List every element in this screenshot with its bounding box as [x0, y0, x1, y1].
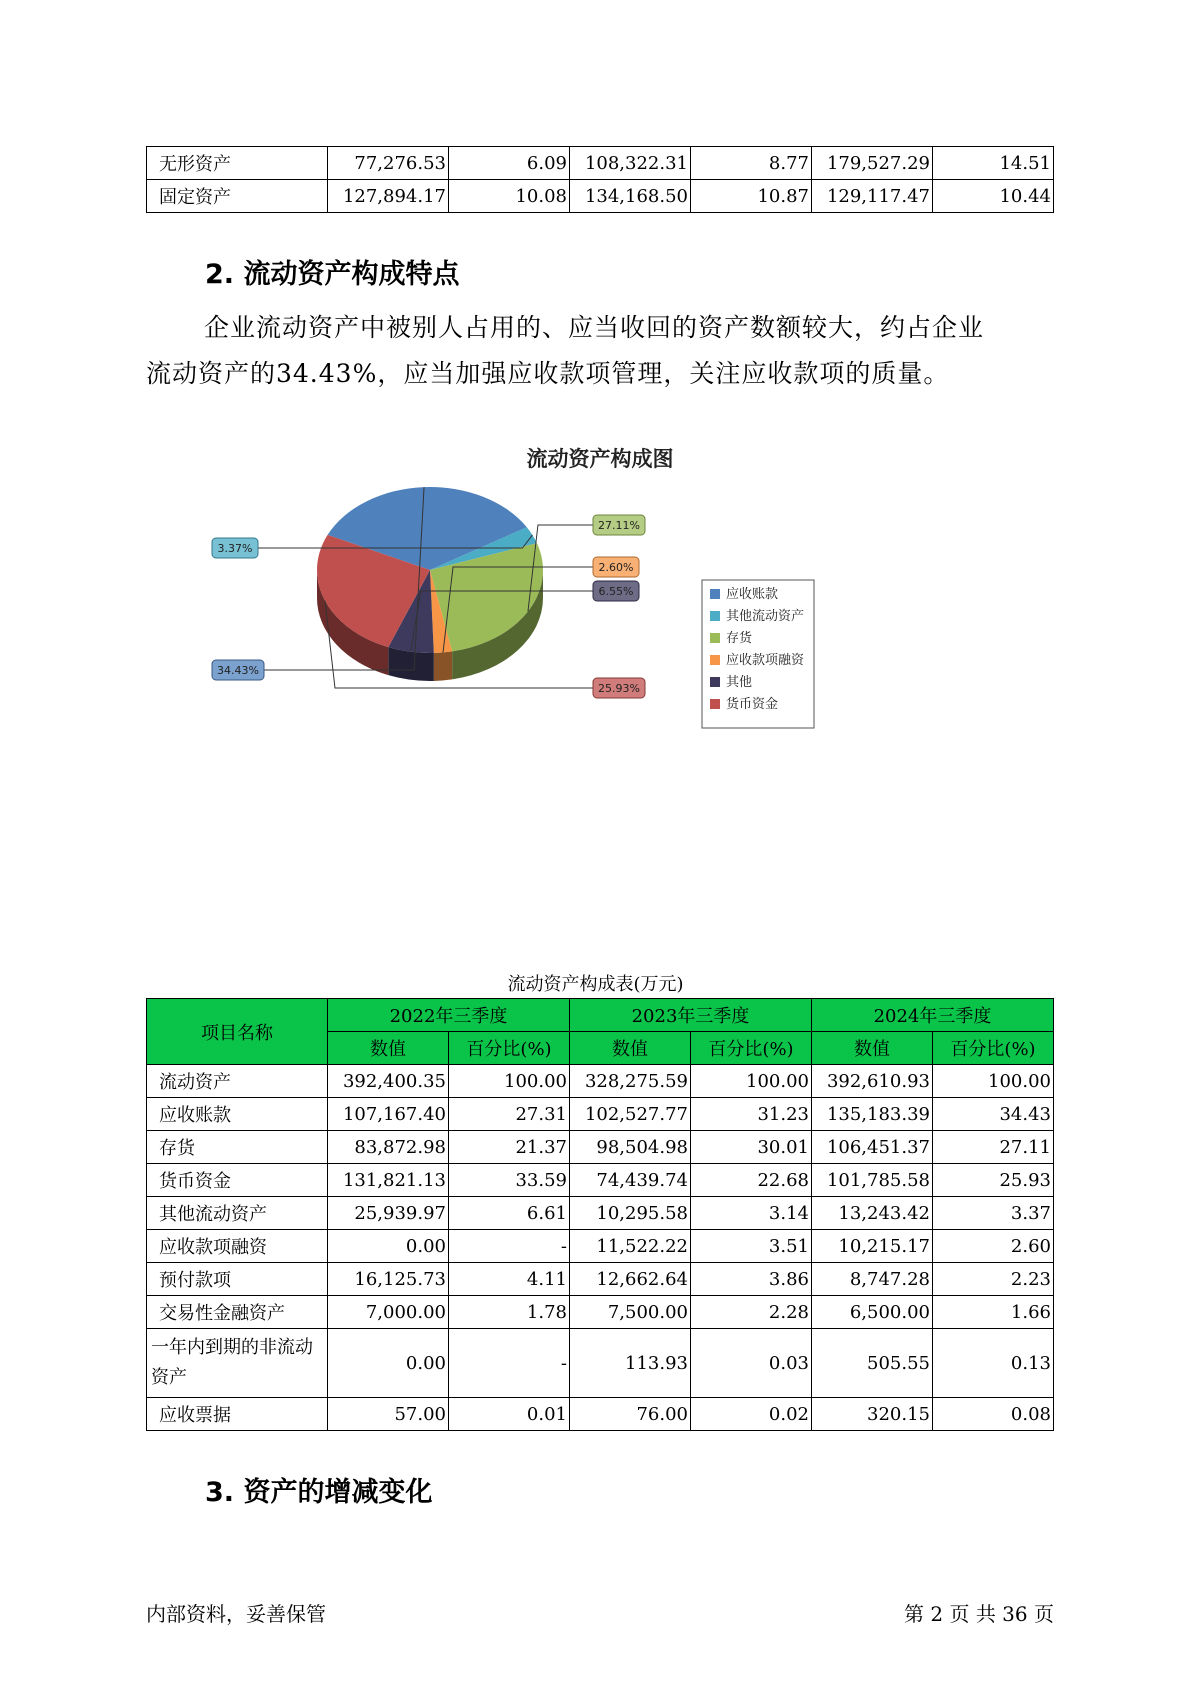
table-cell: 57.00 — [328, 1398, 449, 1431]
table-cell: 13,243.42 — [812, 1197, 933, 1230]
table-row — [147, 1065, 1054, 1098]
table-row — [147, 147, 1054, 180]
table-cell: 3.37 — [933, 1197, 1054, 1230]
table-cell: 2.23 — [933, 1263, 1054, 1296]
table-cell: 113.93 — [570, 1329, 691, 1398]
header-year-2024: 2024年三季度 — [812, 999, 1054, 1032]
row-label: 一年内到期的非流动资产 — [147, 1329, 328, 1398]
table-cell: 1.66 — [933, 1296, 1054, 1329]
legend-swatch — [710, 611, 720, 621]
row-label: 预付款项 — [147, 1263, 328, 1296]
row-label: 应收票据 — [147, 1398, 328, 1431]
footer-confidential: 内部资料，妥善保管 — [146, 1602, 326, 1626]
table-cell: 0.08 — [933, 1398, 1054, 1431]
table-cell: 101,785.58 — [812, 1164, 933, 1197]
table-cell: 27.11 — [933, 1131, 1054, 1164]
legend-swatch — [710, 655, 720, 665]
table-cell: 392,610.93 — [812, 1065, 933, 1098]
table-row — [147, 180, 1054, 213]
legend-label: 其他 — [726, 675, 753, 690]
table-cell: 108,322.31 — [570, 147, 691, 180]
table-cell: 34.43 — [933, 1098, 1054, 1131]
table-cell: 25.93 — [933, 1164, 1054, 1197]
table-row — [147, 1296, 1054, 1329]
row-label: 存货 — [147, 1131, 328, 1164]
section-heading-2: 2. 流动资产构成特点 — [205, 259, 460, 290]
legend-label: 存货 — [726, 631, 753, 646]
analysis-paragraph — [146, 305, 1056, 397]
paragraph-line-1: 企业流动资产中被别人占用的、应当收回的资产数额较大，约占企业 — [204, 313, 985, 342]
current-assets-pie-chart — [0, 430, 1191, 760]
table-cell: 2.60 — [933, 1230, 1054, 1263]
legend-swatch — [710, 699, 720, 709]
header-value: 数值 — [812, 1032, 933, 1065]
top-asset-table — [146, 146, 1054, 213]
table-cell: 0.00 — [328, 1230, 449, 1263]
table-cell: 30.01 — [691, 1131, 812, 1164]
data-label: 6.55% — [598, 585, 634, 598]
table-row — [147, 1164, 1054, 1197]
table-cell: 127,894.17 — [328, 180, 449, 213]
legend-label: 其他流动资产 — [726, 609, 805, 624]
table-cell: 100.00 — [933, 1065, 1054, 1098]
table-cell: 11,522.22 — [570, 1230, 691, 1263]
table-cell: 10,295.58 — [570, 1197, 691, 1230]
table-cell: 135,183.39 — [812, 1098, 933, 1131]
table-row — [147, 1197, 1054, 1230]
legend-label: 货币资金 — [726, 697, 779, 712]
header-percent: 百分比(%) — [933, 1032, 1054, 1065]
data-label: 27.11% — [598, 519, 640, 532]
table-row — [147, 1263, 1054, 1296]
table-row — [147, 1329, 1054, 1398]
table-cell: 3.14 — [691, 1197, 812, 1230]
table-cell: 21.37 — [449, 1131, 570, 1164]
table-cell: 0.02 — [691, 1398, 812, 1431]
row-label: 应收账款 — [147, 1098, 328, 1131]
table-cell: 8.77 — [691, 147, 812, 180]
table-cell: 102,527.77 — [570, 1098, 691, 1131]
table-cell: 12,662.64 — [570, 1263, 691, 1296]
header-percent: 百分比(%) — [449, 1032, 570, 1065]
table-cell: 320.15 — [812, 1398, 933, 1431]
current-assets-table — [146, 998, 1054, 1431]
row-label: 应收款项融资 — [147, 1230, 328, 1263]
row-label: 交易性金融资产 — [147, 1296, 328, 1329]
table-cell: 134,168.50 — [570, 180, 691, 213]
table-cell: 74,439.74 — [570, 1164, 691, 1197]
table-cell: 31.23 — [691, 1098, 812, 1131]
table-cell: 77,276.53 — [328, 147, 449, 180]
table-cell: 7,000.00 — [328, 1296, 449, 1329]
table-cell: 7,500.00 — [570, 1296, 691, 1329]
row-label: 无形资产 — [147, 147, 328, 180]
table-row — [147, 1131, 1054, 1164]
table-cell: 131,821.13 — [328, 1164, 449, 1197]
table-cell: 98,504.98 — [570, 1131, 691, 1164]
legend-swatch — [710, 677, 720, 687]
data-label: 2.60% — [598, 561, 634, 574]
table-cell: 0.01 — [449, 1398, 570, 1431]
data-label: 34.43% — [217, 664, 259, 677]
legend-label: 应收款项融资 — [726, 653, 805, 668]
data-label: 3.37% — [217, 542, 253, 555]
table-cell: 4.11 — [449, 1263, 570, 1296]
table-cell: 83,872.98 — [328, 1131, 449, 1164]
table-cell: 76.00 — [570, 1398, 691, 1431]
table-cell: - — [449, 1329, 570, 1398]
table-cell: 106,451.37 — [812, 1131, 933, 1164]
table-cell: 0.00 — [328, 1329, 449, 1398]
table-cell: 6.09 — [449, 147, 570, 180]
table-cell: 33.59 — [449, 1164, 570, 1197]
table-cell: 25,939.97 — [328, 1197, 449, 1230]
paragraph-line-2: 流动资产的34.43%，应当加强应收款项管理，关注应收款项的质量。 — [146, 359, 950, 388]
row-label: 其他流动资产 — [147, 1197, 328, 1230]
legend-label: 应收账款 — [726, 587, 779, 602]
table-cell: 3.51 — [691, 1230, 812, 1263]
table-cell: 22.68 — [691, 1164, 812, 1197]
table-cell: 100.00 — [449, 1065, 570, 1098]
table-cell: 10.08 — [449, 180, 570, 213]
header-value: 数值 — [570, 1032, 691, 1065]
table-cell: 129,117.47 — [812, 180, 933, 213]
legend-swatch — [710, 589, 720, 599]
table-row — [147, 1098, 1054, 1131]
header-item-name: 项目名称 — [147, 999, 328, 1065]
table-cell: 100.00 — [691, 1065, 812, 1098]
table-cell: 392,400.35 — [328, 1065, 449, 1098]
table-cell: - — [449, 1230, 570, 1263]
row-label: 流动资产 — [147, 1065, 328, 1098]
section-heading-3: 3. 资产的增减变化 — [205, 1477, 433, 1508]
table-cell: 14.51 — [933, 147, 1054, 180]
table-cell: 2.28 — [691, 1296, 812, 1329]
table-cell: 0.13 — [933, 1329, 1054, 1398]
table-cell: 16,125.73 — [328, 1263, 449, 1296]
table-cell: 10.44 — [933, 180, 1054, 213]
table-cell: 8,747.28 — [812, 1263, 933, 1296]
legend-swatch — [710, 633, 720, 643]
table-cell: 107,167.40 — [328, 1098, 449, 1131]
data-label: 25.93% — [598, 682, 640, 695]
table-row — [147, 1230, 1054, 1263]
table-cell: 0.03 — [691, 1329, 812, 1398]
pie-slice-side — [434, 651, 452, 681]
row-label: 固定资产 — [147, 180, 328, 213]
table-cell: 6.61 — [449, 1197, 570, 1230]
table-cell: 10,215.17 — [812, 1230, 933, 1263]
table-cell: 328,275.59 — [570, 1065, 691, 1098]
table-cell: 10.87 — [691, 180, 812, 213]
header-year-2022: 2022年三季度 — [328, 999, 570, 1032]
row-label: 货币资金 — [147, 1164, 328, 1197]
table-cell: 1.78 — [449, 1296, 570, 1329]
header-year-2023: 2023年三季度 — [570, 999, 812, 1032]
footer-page-number: 第 2 页 共 36 页 — [904, 1602, 1054, 1626]
table-caption: 流动资产构成表(万元) — [507, 974, 684, 995]
table-cell: 3.86 — [691, 1263, 812, 1296]
table-row — [147, 1398, 1054, 1431]
table-cell: 6,500.00 — [812, 1296, 933, 1329]
header-percent: 百分比(%) — [691, 1032, 812, 1065]
table-cell: 27.31 — [449, 1098, 570, 1131]
header-value: 数值 — [328, 1032, 449, 1065]
table-cell: 179,527.29 — [812, 147, 933, 180]
table-cell: 505.55 — [812, 1329, 933, 1398]
chart-title: 流动资产构成图 — [526, 447, 674, 471]
